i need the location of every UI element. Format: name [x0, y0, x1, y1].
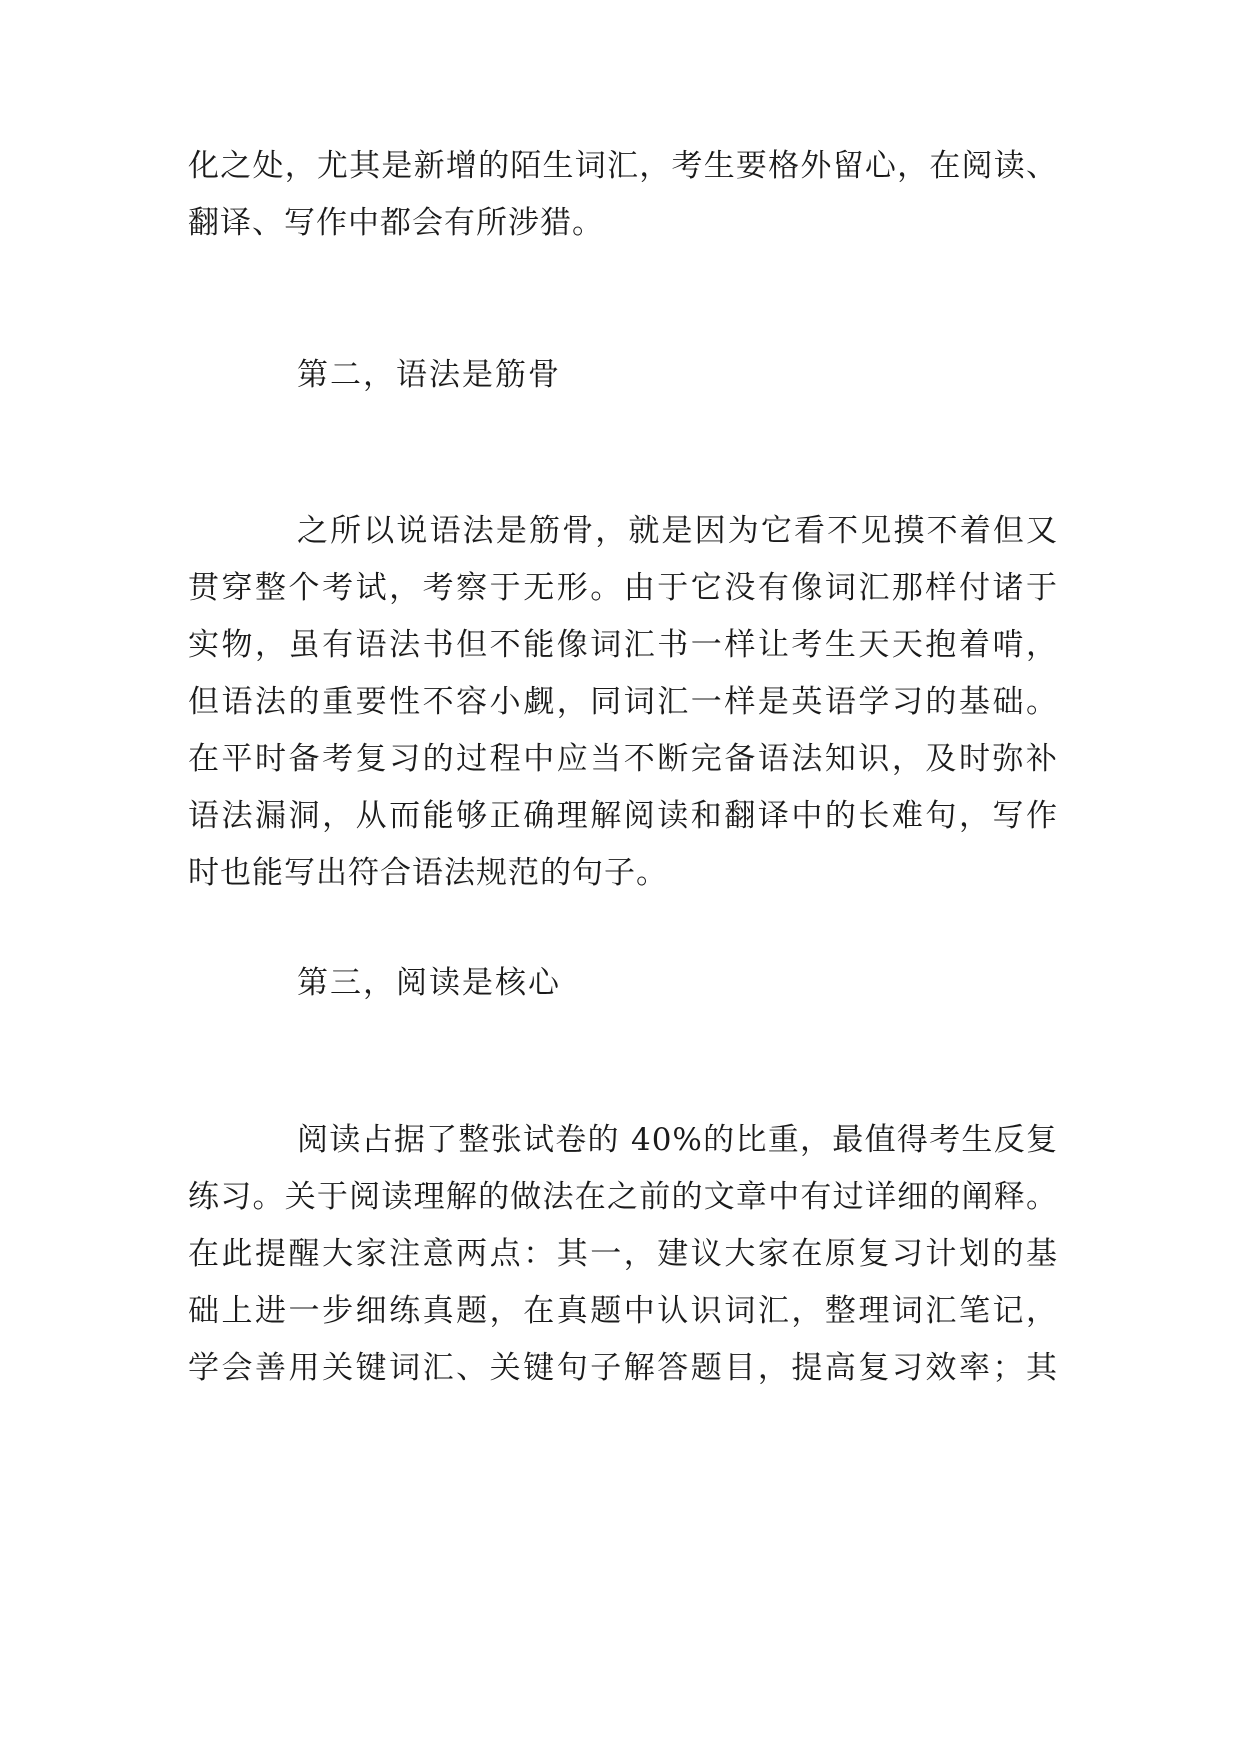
paragraph-line: 在此提醒大家注意两点：其一，建议大家在原复习计划的基 — [188, 1236, 1058, 1272]
paragraph-line: 化之处，尤其是新增的陌生词汇，考生要格外留心，在阅读、 — [188, 148, 1058, 184]
paragraph-line: 翻译、写作中都会有所涉猎。 — [188, 205, 604, 241]
paragraph-line: 时也能写出符合语法规范的句子。 — [188, 855, 668, 891]
paragraph-line: 但语法的重要性不容小觑，同词汇一样是英语学习的基础。 — [188, 684, 1058, 720]
paragraph-reading — [188, 1112, 1058, 1397]
paragraph-line: 阅读占据了整张试卷的 40%的比重，最值得考生反复 — [297, 1122, 1058, 1158]
paragraph-line: 学会善用关键词汇、关键句子解答题目，提高复习效率；其 — [188, 1350, 1058, 1386]
paragraph-vocabulary-continuation — [188, 138, 1058, 252]
paragraph-line: 础上进一步细练真题，在真题中认识词汇，整理词汇笔记， — [188, 1293, 1058, 1329]
paragraph-line: 在平时备考复习的过程中应当不断完备语法知识，及时弥补 — [188, 741, 1058, 777]
paragraph-line: 语法漏洞，从而能够正确理解阅读和翻译中的长难句，写作 — [188, 798, 1058, 834]
section-heading-reading: 第三，阅读是核心 — [297, 965, 561, 1001]
paragraph-line: 实物，虽有语法书但不能像词汇书一样让考生天天抱着啃， — [188, 627, 1058, 663]
paragraph-line: 练习。关于阅读理解的做法在之前的文章中有过详细的阐释。 — [188, 1179, 1058, 1215]
section-heading-grammar: 第二，语法是筋骨 — [297, 357, 561, 393]
paragraph-line: 之所以说语法是筋骨，就是因为它看不见摸不着但又 — [297, 513, 1058, 549]
paragraph-line: 贯穿整个考试，考察于无形。由于它没有像词汇那样付诸于 — [188, 570, 1058, 606]
paragraph-grammar — [188, 503, 1058, 902]
